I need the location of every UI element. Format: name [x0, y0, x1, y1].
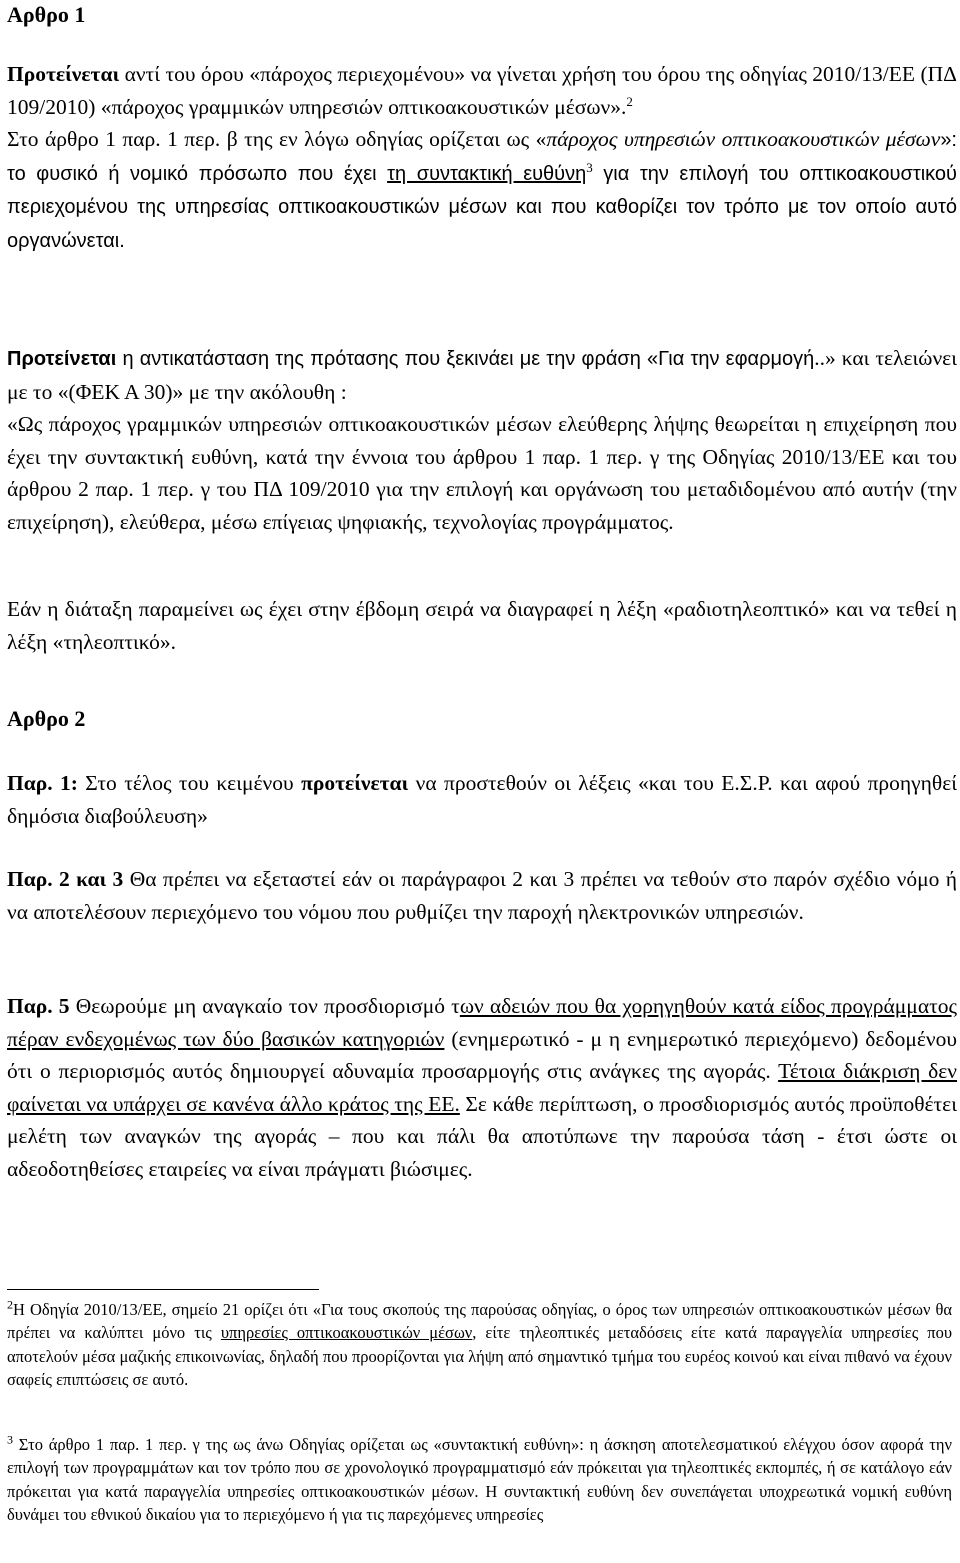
footnote-number: 3: [7, 1432, 13, 1447]
paragraph-label: Παρ. 5: [7, 994, 70, 1018]
footnote-number: 2: [7, 1297, 13, 1312]
paragraph-text: αντί του όρου «πάροχος περιεχομένου» να γίνεται χρήση του όρου της οδηγίας 2010/13/ΕΕ (ΠΔ 109/2010) «πάροχος γραμμικών υπηρεσιών οπτικοακουστικών μέσων».: [7, 62, 957, 119]
footnote-text: , είτε τηλεοπτικές μεταδόσεις είτε κατά παραγγελία υπηρεσίες που αποτελούν μέσα μαζικής επικοινωνίας, δηλαδή που προορίζονται για λήψη από σημαντικό τμήμα του ευρέος κοινού και είναι πιθανό να έχουν σαφείς επιπτώσεις σε αυτό.: [7, 1323, 953, 1389]
paragraph-text: Θα πρέπει να εξεταστεί εάν οι παράγραφοι 2 και 3 πρέπει να τεθούν στο παρόν σχέδιο νόμο ή να αποτελέσουν περιεχόμενο του νόμου που ρυθμίζει την παροχή ηλεκτρονικών υπηρεσιών.: [7, 867, 958, 924]
underlined-term: τη συντακτική ευθύνη: [387, 162, 587, 185]
article-2-par-2-3: [7, 863, 957, 928]
proposal-keyword: Προτείνεται: [7, 348, 117, 370]
proposal-keyword: Προτείνεται: [7, 62, 120, 86]
footnote-2: [7, 1298, 952, 1391]
footnote-text: Η Οδηγία 2010/13/ΕΕ, σημείο 21 ορίζει ότι «Για τους σκοπούς της παρούσας οδηγίας, ο όρος των υπηρεσιών οπτικοακουστικών μέσων θα πρέπει να καλύπτει μόνο τις: [7, 1300, 952, 1343]
paragraph-text: Στο άρθρο 1 παρ. 1 περ. β της εν λόγω οδηγίας ορίζεται ως «: [7, 127, 547, 151]
article-1-heading: Αρθρο 1: [7, 2, 86, 27]
paragraph-text: Σε κάθε περίπτωση, ο προσδιορισμός αυτός προϋποθέτει μελέτη των αναγκών της αγοράς – που και πάλι θα αποτύπωνε την παρούσα τάση - έτσι ώστε οι αδεοδοτηθείσες εταιρείες να είναι πράγματι βιώσιμες.: [7, 1091, 957, 1181]
underlined-text: ων αδειών που θα χορηγηθούν κατά είδος προγράμματος πέραν ενδεχομένως των δύο βασικών κατηγοριών: [7, 994, 957, 1051]
underlined-text: υπηρεσίες οπτικοακουστικών μέσων: [220, 1323, 473, 1343]
underlined-text: Τέτοια διάκριση δεν φαίνεται να υπάρχει σε κανένα άλλο κράτος της ΕΕ.: [7, 1059, 957, 1116]
paragraph-text: η αντικατάσταση της πρότασης που ξεκινάει με την φράση «Για την εφαρμογή: [116, 348, 815, 370]
paragraph-text: (ενημερωτικό - μ η ενημερωτικό περιεχόμενο) δεδομένου ότι ο περιορισμός αυτός δημιουργεί αδυναμία προσαρμογής στις ανάγκες της αγοράς.: [7, 1026, 957, 1083]
footnote-ref-3[interactable]: 3: [586, 159, 593, 175]
footnote-separator: [7, 1289, 319, 1290]
article-1-paragraph-2: [7, 342, 957, 538]
paragraph-text: να προστεθούν οι λέξεις «και του Ε.Σ.Ρ. και αφού προηγηθεί δημόσια διαβούλευση»: [7, 771, 958, 828]
paragraph-text: »: το φυσικό ή νομικό πρόσωπο που έχει: [7, 129, 957, 185]
footnote-ref-2[interactable]: 2: [626, 93, 633, 109]
paragraph-text: Στο τέλος του κειμένου: [77, 771, 302, 795]
article-2-par-1: [7, 767, 957, 832]
article-1-paragraph-1: [7, 58, 957, 257]
article-1-paragraph-3: Εάν η διάταξη παραμείνει ως έχει στην έβδομη σειρά να διαγραφεί η λέξη «ραδιοτηλεοπτικό» και να τεθεί η λέξη «τηλεοπτικό».: [7, 597, 957, 654]
paragraph-text: «Ως πάροχος γραμμικών υπηρεσιών οπτικοακουστικών μέσων ελεύθερης λήψης θεωρείται η επιχείρηση που έχει την συντακτική ευθύνη, κατά την έννοια του άρθρου 1 παρ. 1 περ. γ της Οδηγίας 2010/13/ΕΕ και του άρθρου 2 παρ. 1 περ. γ του ΠΔ 109/2010 για την επιλογή και οργάνωση του μεταδιδομένου από αυτήν (την επιχείρηση), ελεύθερα, μέσω επίγειας ψηφιακής, τεχνολογίας προγράμματος.: [7, 412, 957, 534]
paragraph-label: Παρ. 1:: [7, 771, 78, 795]
article-2-heading: Αρθρο 2: [7, 706, 86, 731]
paragraph-text: για την επιλογή του οπτικοακουστικού περιεχομένου της υπηρεσίας οπτικοακουστικών μέσων και που καθορίζει τον τρόπο με τον οποίο αυτό οργανώνεται.: [7, 162, 957, 252]
paragraph-label: Παρ. 2 και 3: [7, 867, 124, 891]
article-2-par-5: [7, 990, 957, 1185]
paragraph-text: ..» και τελειώνει με το «(ΦΕΚ Α 30)» με την ακόλουθη :: [7, 346, 957, 404]
paragraph-text: Θεωρούμε μη αναγκαίο τον προσδιορισμό τ: [69, 994, 460, 1018]
proposal-keyword: προτείνεται: [301, 771, 409, 795]
footnote-3: [7, 1433, 952, 1526]
defined-term: πάροχος υπηρεσιών οπτικοακουστικών μέσων: [546, 127, 941, 151]
footnote-text: Στο άρθρο 1 παρ. 1 περ. γ της ως άνω Οδηγίας ορίζεται ως «συντακτική ευθύνη»: η άσκηση αποτελεσματικού ελέγχου όσον αφορά την επιλογή των προγραμμάτων και τον τρόπο που σε χρονολογικό προγραμματισμό εάν πρόκειται για τηλεοπτικές εκπομπές, ή σε κατάλογο εάν πρόκειται για κατά παραγγελία υπηρεσίες οπτικοακουστικών μέσων. Η συντακτική ευθύνη δεν συνεπάγεται υποχρεωτικά νομική ευθύνη δυνάμει του εθνικού δικαίου για το περιεχόμενο ή για τις παρεχόμενες υπηρεσίες: [7, 1435, 952, 1524]
